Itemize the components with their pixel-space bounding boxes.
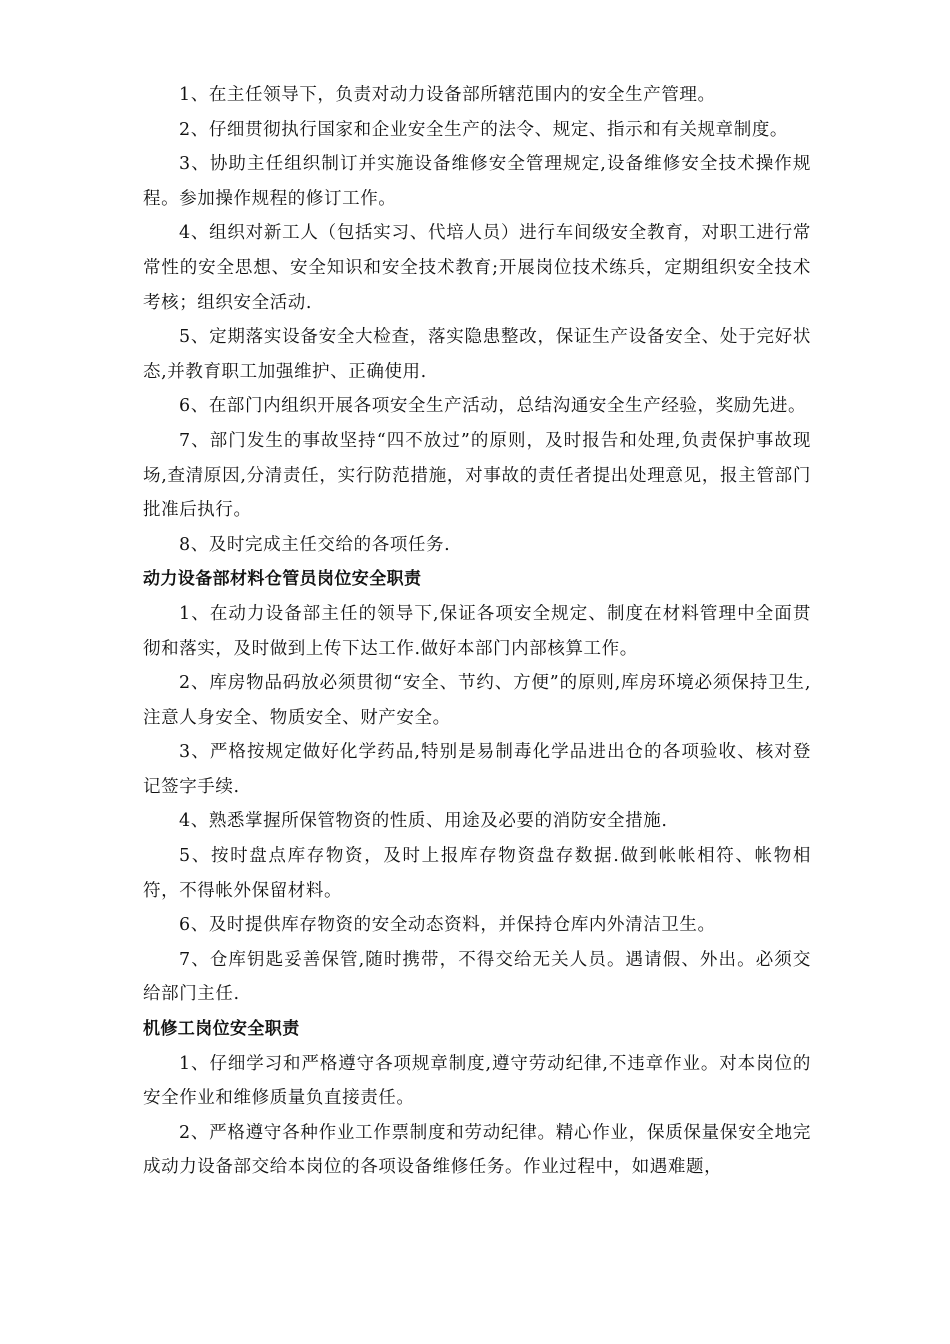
duty-item-5: 5、定期落实设备安全大检查，落实隐患整改，保证生产设备安全、处于完好状态,并教育职工加强维护、正确使用. xyxy=(143,327,811,382)
section-heading-mechanic: 机修工岗位安全职责 xyxy=(143,1019,300,1040)
document-page xyxy=(143,78,811,1185)
warehouse-duty-item-5: 5、按时盘点库存物资，及时上报库存物资盘存数据.做到帐帐相符、帐物相符，不得帐外保留材料。 xyxy=(143,846,811,901)
warehouse-duty-item-6: 6、及时提供库存物资的安全动态资料，并保持仓库内外清洁卫生。 xyxy=(179,915,716,936)
warehouse-duty-item-3: 3、严格按规定做好化学药品,特别是易制毒化学品进出仓的各项验收、核对登记签字手续. xyxy=(143,742,811,797)
duty-item-2: 2、仔细贯彻执行国家和企业安全生产的法令、规定、指示和有关规章制度。 xyxy=(179,119,789,140)
duty-item-7: 7、部门发生的事故坚持“四不放过”的原则，及时报告和处理,负责保护事故现场,查清原因,分清责任，实行防范措施，对事故的责任者提出处理意见，报主管部门批准后执行。 xyxy=(143,430,811,521)
section-heading-warehouse-keeper: 动力设备部材料仓管员岗位安全职责 xyxy=(143,569,422,590)
warehouse-duty-item-2: 2、库房物品码放必须贯彻“安全、节约、方便”的原则,库房环境必须保持卫生,注意人身安全、物质安全、财产安全。 xyxy=(143,673,811,728)
mechanic-duty-item-1: 1、仔细学习和严格遵守各项规章制度,遵守劳动纪律,不违章作业。对本岗位的安全作业和维修质量负直接责任。 xyxy=(143,1053,811,1109)
duty-item-6: 6、在部门内组织开展各项安全生产活动，总结沟通安全生产经验，奖励先进。 xyxy=(179,396,807,417)
warehouse-duty-item-4: 4、熟悉掌握所保管物资的性质、用途及必要的消防安全措施. xyxy=(179,811,668,832)
duty-item-1: 1、在主任领导下，负责对动力设备部所辖范围内的安全生产管理。 xyxy=(179,85,716,105)
duty-item-8: 8、及时完成主任交给的各项任务. xyxy=(179,534,451,555)
duty-item-4: 4、组织对新工人（包括实习、代培人员）进行车间级安全教育，对职工进行常常性的安全思想、安全知识和安全技术教育;开展岗位技术练兵，定期组织安全技术考核；组织安全活动. xyxy=(143,223,811,313)
warehouse-duty-item-7: 7、仓库钥匙妥善保管,随时携带，不得交给无关人员。遇请假、外出。必须交给部门主任. xyxy=(143,949,811,1005)
warehouse-duty-item-1: 1、在动力设备部主任的领导下,保证各项安全规定、制度在材料管理中全面贯彻和落实，及时做到上传下达工作.做好本部门内部核算工作。 xyxy=(143,603,811,659)
mechanic-duty-item-2: 2、严格遵守各种作业工作票制度和劳动纪律。精心作业，保质保量保安全地完成动力设备部交给本岗位的各项设备维修任务。作业过程中，如遇难题， xyxy=(143,1122,811,1178)
duty-item-3: 3、协助主任组织制订并实施设备维修安全管理规定,设备维修安全技术操作规程。参加操作规程的修订工作。 xyxy=(143,154,811,209)
